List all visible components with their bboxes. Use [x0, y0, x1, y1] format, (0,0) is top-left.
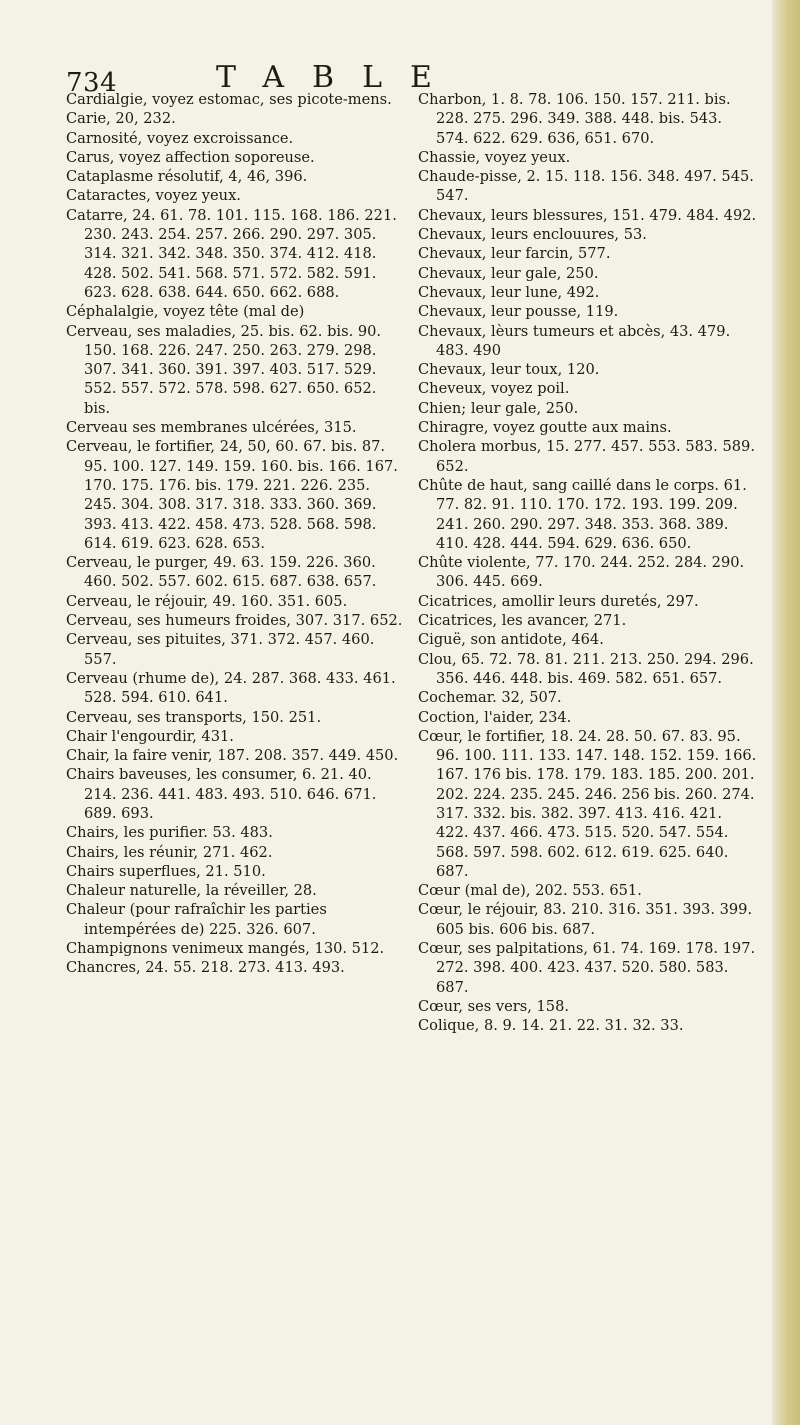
- index-entry: Cerveau ses membranes ulcérées, 315.: [66, 419, 357, 437]
- index-entry: Chevaux, lèurs tumeurs et abcès, 43. 479. 483. 490: [418, 322, 731, 359]
- index-entry: Cœur (mal de), 202. 553. 651.: [418, 882, 642, 900]
- index-entry: Cerveau, ses humeurs froides, 307. 317. 652.: [66, 612, 403, 630]
- index-entry: Charbon, 1. 8. 78. 106. 150. 157. 211. bis. 228. 275. 296. 349. 388. 448. bis. 543. 574. 622. 629. 636, 651. 670.: [418, 91, 731, 147]
- index-entry: Chaude-pisse, 2. 15. 118. 156. 348. 497. 545. 547.: [418, 168, 754, 205]
- index-entry: Cochemar. 32, 507.: [418, 689, 562, 707]
- index-entry: Champignons venimeux mangés, 130. 512.: [66, 940, 385, 958]
- index-entry: Cataplasme résolutif, 4, 46, 396.: [66, 168, 308, 186]
- index-entry: Cheveux, voyez poil.: [418, 380, 570, 398]
- index-entry: Céphalalgie, voyez tête (mal de): [66, 303, 305, 321]
- index-column-left: [66, 90, 404, 978]
- page-edge: [772, 0, 800, 1425]
- index-entry: Chancres, 24. 55. 218. 273. 413. 493.: [66, 959, 345, 977]
- index-entry: Chairs superflues, 21. 510.: [66, 862, 266, 880]
- index-entry: Cerveau (rhume de), 24. 287. 368. 433. 461. 528. 594. 610. 641.: [66, 669, 396, 707]
- index-entry: Chevaux, leur pousse, 119.: [418, 303, 619, 321]
- index-column-right: [418, 90, 758, 1036]
- index-entry: Chevaux, leur toux, 120.: [418, 361, 600, 379]
- index-entry: Cœur, ses palpitations, 61. 74. 169. 178. 197. 272. 398. 400. 423. 437. 520. 580. 583. 687.: [418, 940, 756, 996]
- index-entry: Cardialgie, voyez estomac, ses picote-mens.: [66, 91, 392, 108]
- index-entry: Cerveau, ses maladies, 25. bis. 62. bis. 90. 150. 168. 226. 247. 250. 263. 279. 298. 307. 341. 360. 391. 397. 403. 517. 529. 552. 557. 572. 578. 598. 627. 650. 652. bis.: [66, 322, 382, 417]
- index-entry: Ciguë, son antidote, 464.: [418, 631, 604, 649]
- index-entry: Chaleur naturelle, la réveiller, 28.: [66, 882, 317, 900]
- index-entry: Cataractes, voyez yeux.: [66, 187, 241, 205]
- index-entry: Coction, l'aider, 234.: [418, 708, 572, 726]
- index-entry: Chevaux, leurs enclouures, 53.: [418, 226, 647, 244]
- index-entry: Catarre, 24. 61. 78. 101. 115. 168. 186. 221. 230. 243. 254. 257. 266. 290. 297. 305. 314. 321. 342. 348. 350. 374. 412. 418. 428. 502. 541. 568. 571. 572. 582. 591. 623. 628. 638. 644. 650. 662. 688.: [66, 206, 397, 301]
- index-entry: Chairs, les purifier. 53. 483.: [66, 824, 273, 842]
- index-entry: Cerveau, le réjouir, 49. 160. 351. 605.: [66, 592, 348, 610]
- page-number: 734: [66, 68, 118, 98]
- index-entry: Chevaux, leurs blessures, 151. 479. 484. 492.: [418, 206, 757, 224]
- index-entry: Carus, voyez affection soporeuse.: [66, 148, 315, 166]
- index-entry: Chevaux, leur lune, 492.: [418, 283, 600, 301]
- index-entry: Chevaux, leur gale, 250.: [418, 264, 599, 282]
- index-entry: Carnosité, voyez excroissance.: [66, 129, 294, 147]
- index-entry: Chûte de haut, sang caillé dans le corps. 61. 77. 82. 91. 110. 170. 172. 193. 199. 209. 241. 260. 290. 297. 348. 353. 368. 389. 410. 428. 444. 594. 629. 636. 650.: [418, 476, 747, 552]
- index-entry: Chairs baveuses, les consumer, 6. 21. 40. 214. 236. 441. 483. 493. 510. 646. 671. 689. 693.: [66, 766, 377, 822]
- index-entry: Chassie, voyez yeux.: [418, 148, 571, 166]
- index-entry: Chûte violente, 77. 170. 244. 252. 284. 290. 306. 445. 669.: [418, 554, 745, 591]
- index-entry: Colique, 8. 9. 14. 21. 22. 31. 32. 33.: [418, 1017, 684, 1035]
- running-title: TABLE: [216, 60, 460, 95]
- index-entry: Chaleur (pour rafraîchir les parties intempérées de) 225. 326. 607.: [66, 901, 327, 938]
- index-entry: Chevaux, leur farcin, 577.: [418, 245, 611, 263]
- index-entry: Cerveau, ses pituites, 371. 372. 457. 460. 557.: [66, 631, 375, 668]
- index-entry: Cœur, ses vers, 158.: [418, 997, 570, 1015]
- index-entry: Chair l'engourdir, 431.: [66, 727, 234, 745]
- index-entry: Cholera morbus, 15. 277. 457. 553. 583. 589. 652.: [418, 438, 755, 475]
- index-entry: Cœur, le réjouir, 83. 210. 316. 351. 393. 399. 605 bis. 606 bis. 687.: [418, 901, 753, 938]
- index-entry: Chiragre, voyez goutte aux mains.: [418, 419, 672, 437]
- index-entry: Cœur, le fortifier, 18. 24. 28. 50. 67. 83. 95. 96. 100. 111. 133. 147. 148. 152. 159. 166. 167. 176 bis. 178. 179. 183. 185. 200. 201. 202. 224. 235. 245. 246. 256 bis. 260. 274. 317. 332. bis. 382. 397. 413. 416. 421. 422. 437. 466. 473. 515. 520. 547. 554. 568. 597. 598. 602. 612. 619. 625. 640. 687.: [418, 727, 757, 880]
- index-entry: Chien; leur gale, 250.: [418, 399, 579, 417]
- index-entry: Carie, 20, 232.: [66, 110, 176, 128]
- index-entry: Clou, 65. 72. 78. 81. 211. 213. 250. 294. 296. 356. 446. 448. bis. 469. 582. 651. 657.: [418, 650, 754, 687]
- index-entry: Cerveau, ses transports, 150. 251.: [66, 708, 322, 726]
- index-entry: Chairs, les réunir, 271. 462.: [66, 843, 273, 861]
- index-entry: Cerveau, le purger, 49. 63. 159. 226. 360. 460. 502. 557. 602. 615. 687. 638. 657.: [66, 554, 377, 591]
- index-entry: Cerveau, le fortifier, 24, 50, 60. 67. bis. 87. 95. 100. 127. 149. 159. 160. bis. 166. 167. 170. 175. 176. bis. 179. 221. 226. 235. 245. 304. 308. 317. 318. 333. 360. 369. 393. 413. 422. 458. 473. 528. 568. 598. 614. 619. 623. 628. 653.: [66, 438, 398, 552]
- index-entry: Chair, la faire venir, 187. 208. 357. 449. 450.: [66, 747, 399, 765]
- index-entry: Cicatrices, les avancer, 271.: [418, 612, 627, 630]
- index-entry: Cicatrices, amollir leurs duretés, 297.: [418, 592, 699, 610]
